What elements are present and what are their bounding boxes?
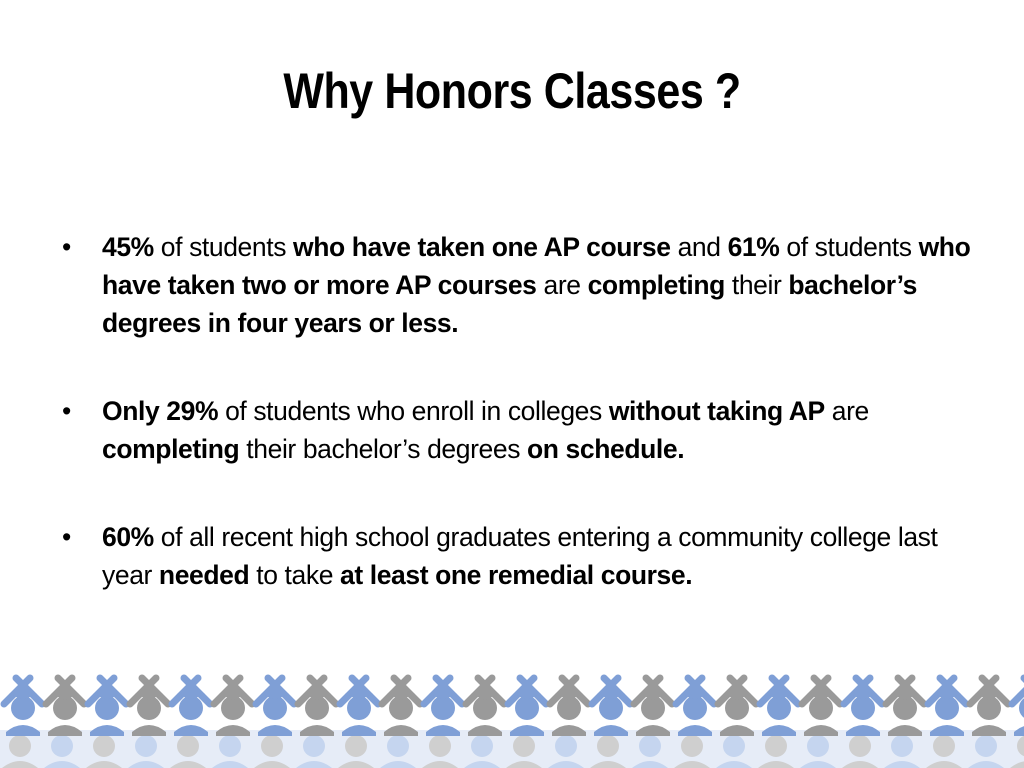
graduate-head-icon (513, 735, 535, 757)
graduate-body-icon (594, 725, 628, 736)
graduate-head-icon (639, 735, 661, 757)
graduate-head-icon (765, 735, 787, 757)
graduate-body-icon (678, 725, 712, 736)
graduate-head-icon (219, 735, 241, 757)
bullet-text: Only 29% of students who enroll in colleges without taking AP are completing their bachelor’s degrees on schedule. (102, 396, 869, 464)
graduate-body-icon (174, 725, 208, 736)
bullet-text: 45% of students who have taken one AP course and 61% of students who have taken two or more AP courses are completing their bachelor’s degrees in four years or less. (102, 232, 971, 338)
graduate-head-icon (849, 735, 871, 757)
graduate-body-icon (342, 725, 376, 736)
graduate-body-icon (846, 725, 880, 736)
graduate-head-icon (261, 735, 283, 757)
graduate-body-icon (510, 725, 544, 736)
graduate-head-icon (135, 735, 157, 757)
graduate-body-icon (804, 725, 838, 736)
graduate-body-icon (384, 725, 418, 736)
graduate-body-icon (132, 725, 166, 736)
graduate-figures (0, 678, 1024, 768)
bullet-list (58, 228, 988, 644)
graduate-head-icon (807, 735, 829, 757)
graduate-head-icon (891, 735, 913, 757)
bullet-dot-icon: • (62, 232, 71, 262)
bullet-item-3 (58, 518, 988, 594)
graduate-head-icon (345, 735, 367, 757)
graduate-head-icon (471, 735, 493, 757)
graduate-head-icon (555, 735, 577, 757)
graduate-body-icon (888, 725, 922, 736)
graduate-body-icon (972, 725, 1006, 736)
graduate-body-icon (90, 725, 124, 736)
graduate-body-icon (48, 725, 82, 736)
graduate-head-icon (9, 735, 31, 757)
graduate-head-icon (681, 735, 703, 757)
graduate-head-icon (177, 735, 199, 757)
bullet-dot-icon: • (62, 396, 71, 426)
graduate-head-icon (93, 735, 115, 757)
graduate-body-icon (930, 725, 964, 736)
bullet-text: 60% of all recent high school graduates entering a community college last year needed to take at least one remedial course. (102, 522, 938, 590)
graduate-body-icon (426, 725, 460, 736)
bullet-item-1 (58, 228, 988, 342)
graduate-head-icon (387, 735, 409, 757)
graduate-body-icon (720, 725, 754, 736)
bullet-item-2 (58, 392, 988, 468)
graduate-body-icon (300, 725, 334, 736)
graduate-head-icon (975, 735, 997, 757)
graduate-body-icon (636, 725, 670, 736)
bullet-dot-icon: • (62, 522, 71, 552)
graduate-head-icon (429, 735, 451, 757)
graduate-head-icon (303, 735, 325, 757)
graduate-head-icon (51, 735, 73, 757)
graduate-body-icon (258, 725, 292, 736)
graduate-body-icon (552, 725, 586, 736)
graduate-body-icon (6, 725, 40, 736)
graduate-head-icon (933, 735, 955, 757)
graduate-body-icon (762, 725, 796, 736)
graduate-body-icon (468, 725, 502, 736)
graduate-head-icon (597, 735, 619, 757)
slide-title: Why Honors Classes ? (283, 63, 741, 119)
graduates-pattern-band (0, 660, 1024, 768)
graduate-body-icon (216, 725, 250, 736)
graduate-head-icon (723, 735, 745, 757)
